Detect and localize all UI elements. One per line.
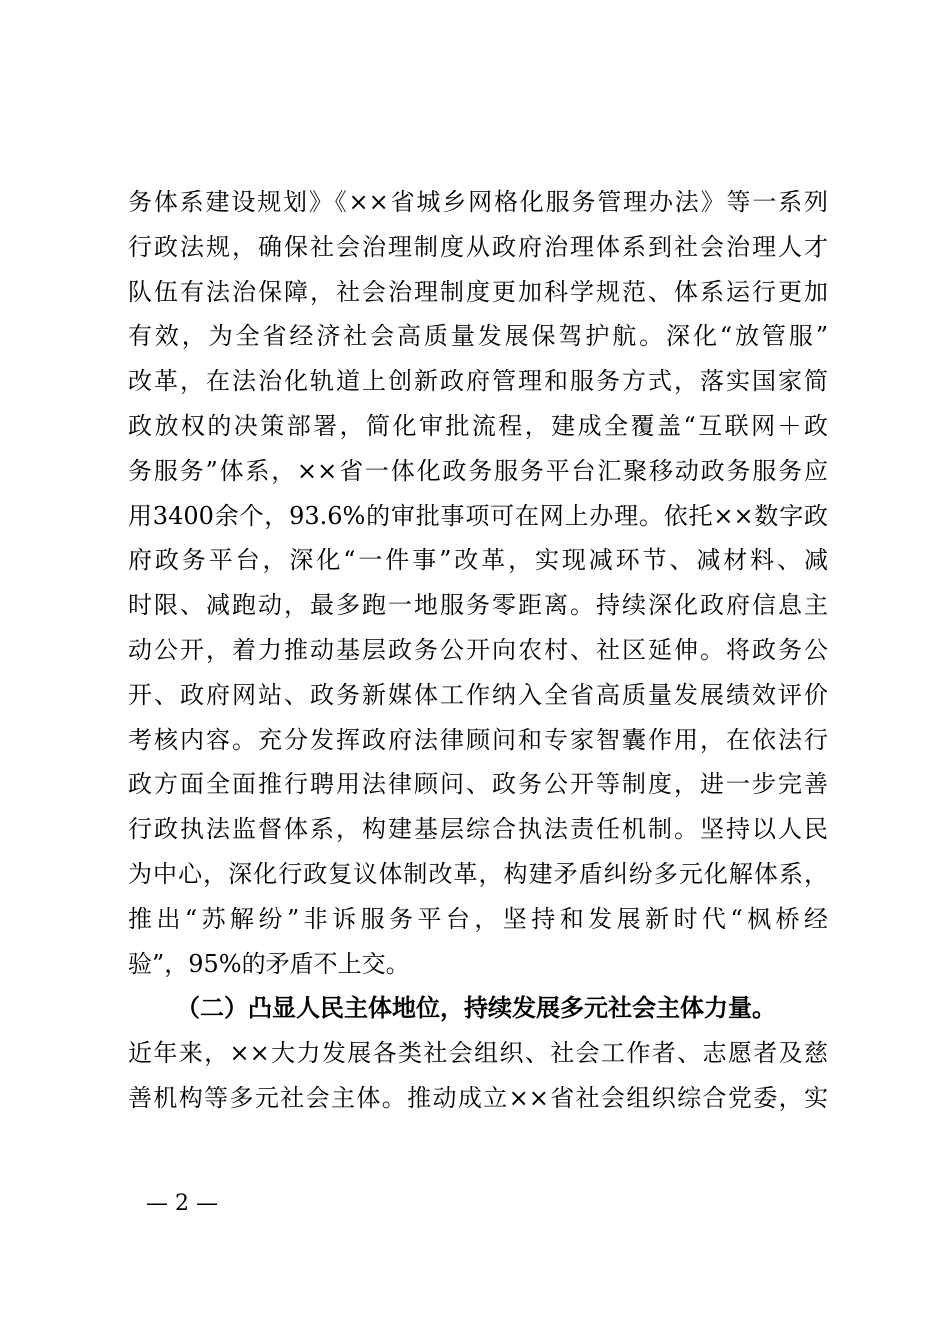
text-line: 考核内容。充分发挥政府法律顾问和专家智囊作用，在依法行 xyxy=(128,725,828,754)
text-line: 有效，为全省经济社会高质量发展保驾护航。深化“放管服” xyxy=(128,322,828,351)
text-line: 善机构等多元社会主体。推动成立××省社会组织综合党委，实 xyxy=(128,1083,828,1112)
section-heading: （二）凸显人民主体地位，持续发展多元社会主体力量。 xyxy=(176,993,776,1023)
page-number: — 2 — xyxy=(146,1191,218,1216)
text-line: 开、政府网站、政务新媒体工作纳入全省高质量发展绩效评价 xyxy=(128,680,828,709)
text-line: 改革，在法治化轨道上创新政府管理和服务方式，落实国家简 xyxy=(128,367,828,396)
text-line: 近年来，××大力发展各类社会组织、社会工作者、志愿者及慈 xyxy=(128,1039,828,1068)
text-line: 务服务”体系，××省一体化政务服务平台汇聚移动政务服务应 xyxy=(128,456,828,485)
text-line: 队伍有法治保障，社会治理制度更加科学规范、体系运行更加 xyxy=(128,277,828,306)
text-line: 政方面全面推行聘用法律顾问、政务公开等制度，进一步完善 xyxy=(128,770,828,799)
text-line: 行政执法监督体系，构建基层综合执法责任机制。坚持以人民 xyxy=(128,815,828,844)
text-line: 务体系建设规划》《××省城乡网格化服务管理办法》等一系列 xyxy=(128,188,828,216)
text-line: 推出“苏解纷”非诉服务平台，坚持和发展新时代“枫桥经 xyxy=(128,904,828,933)
text-line: 政放权的决策部署，简化审批流程，建成全覆盖“互联网＋政 xyxy=(128,411,828,440)
text-line: 动公开，着力推动基层政务公开向农村、社区延伸。将政务公 xyxy=(128,635,828,664)
text-line: 验”，95%的矛盾不上交。 xyxy=(128,949,410,978)
text-line: 用3400余个，93.6%的审批事项可在网上办理。依托××数字政 xyxy=(128,501,828,530)
text-line: 时限、减跑动，最多跑一地服务零距离。持续深化政府信息主 xyxy=(128,591,828,620)
body-text xyxy=(128,180,828,1121)
text-line: 为中心，深化行政复议体制改革，构建矛盾纠纷多元化解体系， xyxy=(128,859,828,888)
text-line: 府政务平台，深化“一件事”改革，实现减环节、减材料、减 xyxy=(128,546,828,575)
text-line: 行政法规，确保社会治理制度从政府治理体系到社会治理人才 xyxy=(128,232,828,261)
